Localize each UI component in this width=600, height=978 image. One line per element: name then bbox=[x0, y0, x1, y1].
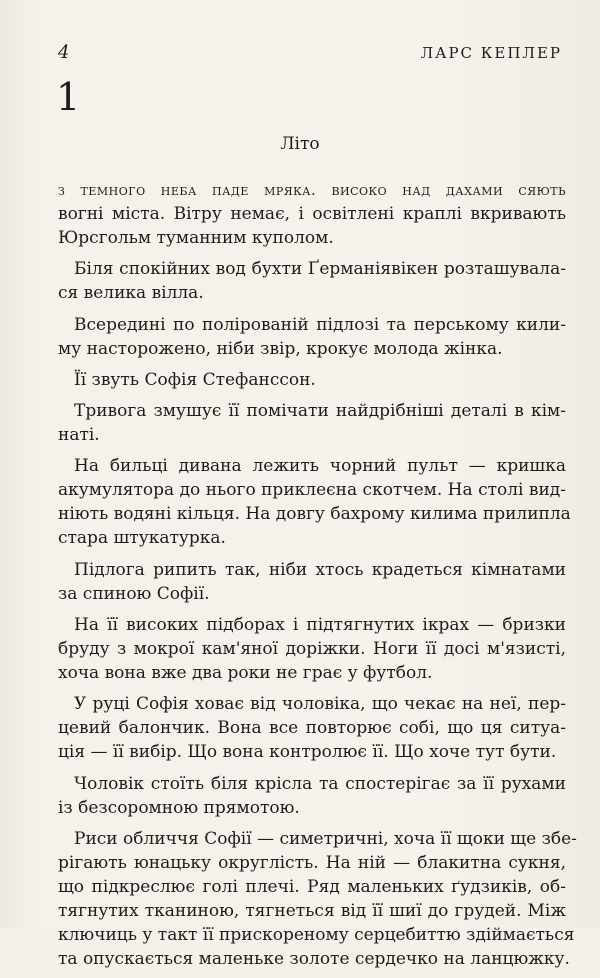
text-line: му насторожено, ніби звір, крокує молода жінка. bbox=[58, 338, 503, 359]
text-line: що підкреслює голі плечі. Ряд маленьких ґудзиків, об- bbox=[58, 876, 566, 897]
text-line: На бильці дивана лежить чорний пульт — кришка bbox=[74, 456, 566, 477]
paragraph bbox=[58, 368, 566, 392]
running-head: ЛАРС КЕПЛЕР bbox=[420, 44, 562, 62]
text-line: стара штукатурка. bbox=[58, 528, 226, 549]
text-line: Риси обличчя Софії — симетричні, хоча її щоки ще збе- bbox=[74, 828, 577, 849]
text-line: Підлога рипить так, ніби хтось крадеться кімнатами bbox=[74, 559, 566, 580]
text-line: ключиць у такт її прискореному серцебиттю здіймається bbox=[58, 924, 575, 945]
text-line: Її звуть Софія Стефанссон. bbox=[74, 369, 316, 390]
text-line: бруду з мокрої кам'яної доріжки. Ноги її досі м'язисті, bbox=[58, 639, 566, 660]
page-header bbox=[58, 42, 562, 66]
text-line: за спиною Софії. bbox=[58, 583, 210, 604]
text-line: Юрсгольм туманним куполом. bbox=[58, 228, 334, 248]
paragraph bbox=[58, 613, 566, 685]
text-line: ніють водяні кільця. На довгу бахрому килима прилипла bbox=[58, 504, 571, 525]
body-text bbox=[58, 178, 577, 978]
paragraph bbox=[58, 257, 566, 305]
paragraph bbox=[58, 313, 566, 361]
paragraph bbox=[58, 399, 566, 447]
paragraph bbox=[58, 772, 566, 820]
text-line: вогні міста. Вітру немає, і освітлені краплі вкривають bbox=[58, 204, 566, 224]
text-line: з темного неба паде мряка. високо над дахами сяють bbox=[58, 181, 566, 199]
text-line: Тривога змушує її помічати найдрібніші деталі в кім- bbox=[74, 401, 566, 422]
text-line: Біля спокійних вод бухти Ґерманіявікен розташувала- bbox=[74, 259, 566, 280]
paragraph bbox=[58, 692, 566, 764]
text-line: Всередині по полірованій підлозі та перському кили- bbox=[74, 314, 566, 335]
text-line: ся велика вілла. bbox=[58, 283, 204, 304]
text-line: рігають юнацьку округлість. На ній — блакитна сукня, bbox=[58, 852, 566, 873]
paragraph bbox=[58, 454, 571, 550]
text-line: У руці Софія ховає від чоловіка, що чекає на неї, пер- bbox=[74, 694, 566, 715]
chapter-title: Літо bbox=[280, 134, 320, 154]
paragraph bbox=[58, 178, 566, 250]
page-number: 4 bbox=[58, 42, 70, 63]
text-line: На її високих підборах і підтягнутих ікрах — бризки bbox=[74, 615, 566, 636]
text-line: та опускається маленьке золоте сердечко на ланцюжку. bbox=[58, 948, 570, 969]
text-line: із безсоромною прямотою. bbox=[58, 797, 300, 818]
paragraph bbox=[58, 827, 577, 971]
text-line: акумулятора до нього приклеєна скотчем. На столі вид- bbox=[58, 480, 566, 501]
chapter-number: 1 bbox=[56, 75, 81, 119]
text-line: ція — її вибір. Що вона контролює її. Що хоче тут бути. bbox=[58, 742, 557, 763]
text-line: цевий балончик. Вона все повторює собі, що ця ситуа- bbox=[58, 718, 566, 739]
text-line: наті. bbox=[58, 425, 100, 446]
paragraph bbox=[58, 558, 566, 606]
text-line: Чоловік стоїть біля крісла та спостерігає за її рухами bbox=[74, 773, 566, 794]
text-line: тягнутих тканиною, тягнеться від її шиї до грудей. Між bbox=[58, 900, 566, 921]
text-line: хоча вона вже два роки не грає у футбол. bbox=[58, 663, 433, 684]
